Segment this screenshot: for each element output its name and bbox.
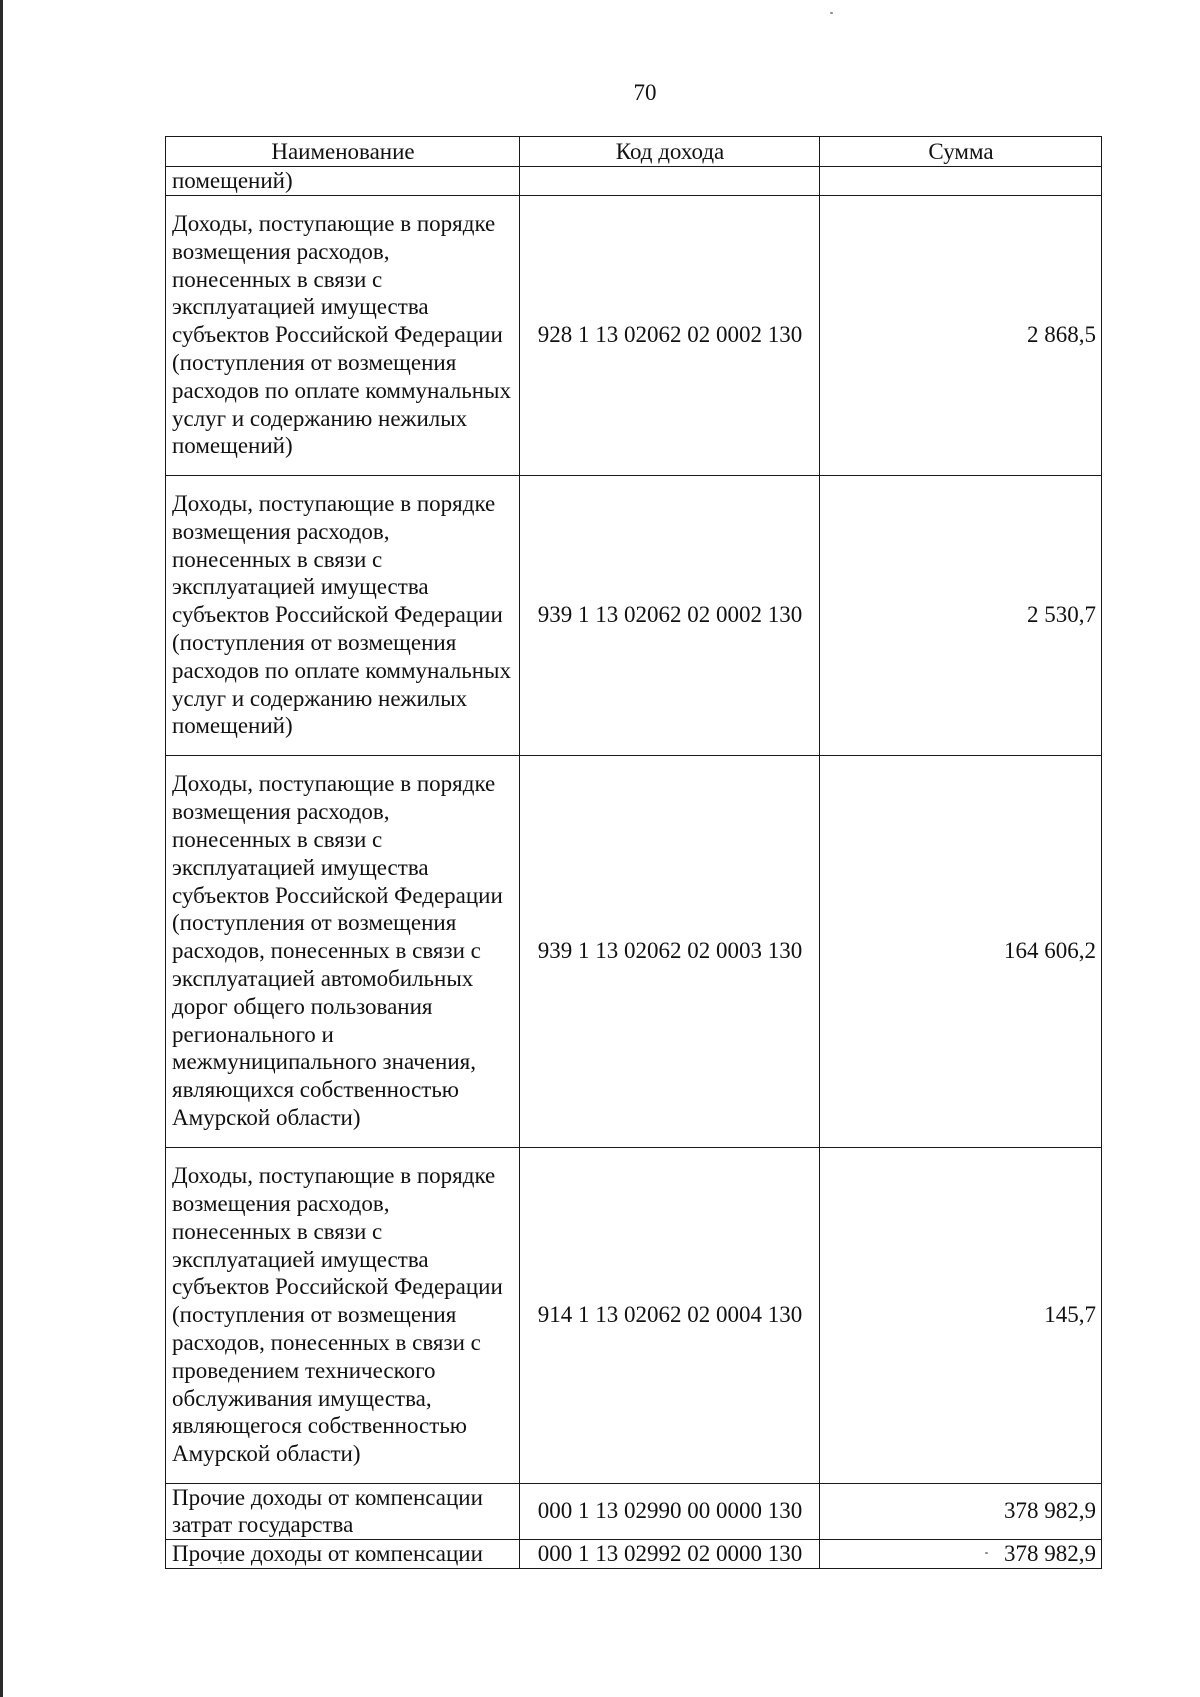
scan-speck bbox=[830, 12, 833, 14]
row-code bbox=[520, 166, 820, 195]
table-row bbox=[166, 1483, 1102, 1540]
revenue-table bbox=[165, 136, 1102, 1569]
row-name: Прочие доходы от компенсации bbox=[166, 1540, 520, 1569]
header-code: Код дохода bbox=[520, 137, 820, 167]
row-sum bbox=[820, 166, 1102, 195]
row-sum: 164 606,2 bbox=[820, 755, 1102, 1147]
row-code: 928 1 13 02062 02 0002 130 bbox=[520, 195, 820, 475]
row-sum: 378 982,9 bbox=[820, 1540, 1102, 1569]
row-name: Доходы, поступающие в порядке возмещения расходов, понесенных в связи с эксплуатацией имущества субъектов Российской Федерации (поступления от возмещения расходов, понесенных в связи с проведением технического обслуживания имущества, являющегося собственностью Амурской области) bbox=[166, 1147, 520, 1483]
row-code: 914 1 13 02062 02 0004 130 bbox=[520, 1147, 820, 1483]
table-row bbox=[166, 475, 1102, 755]
table-row bbox=[166, 195, 1102, 475]
row-code: 939 1 13 02062 02 0003 130 bbox=[520, 755, 820, 1147]
row-code: 939 1 13 02062 02 0002 130 bbox=[520, 475, 820, 755]
row-code: 000 1 13 02990 00 0000 130 bbox=[520, 1483, 820, 1540]
row-name: Прочие доходы от компенсации затрат государства bbox=[166, 1483, 520, 1540]
row-name: Доходы, поступающие в порядке возмещения расходов, понесенных в связи с эксплуатацией имущества субъектов Российской Федерации (поступления от возмещения расходов, понесенных в связи с эксплуатацией автомобильных дорог общего пользования регионального и межмуниципального значения, являющихся собственностью Амурской области) bbox=[166, 755, 520, 1147]
row-code: 000 1 13 02992 02 0000 130 bbox=[520, 1540, 820, 1569]
table-row bbox=[166, 1147, 1102, 1483]
header-sum: Сумма bbox=[820, 137, 1102, 167]
row-name: Доходы, поступающие в порядке возмещения расходов, понесенных в связи с эксплуатацией имущества субъектов Российской Федерации (поступления от возмещения расходов по оплате коммунальных услуг и содержанию нежилых помещений) bbox=[166, 475, 520, 755]
table-row bbox=[166, 755, 1102, 1147]
table-row bbox=[166, 1540, 1102, 1569]
table-row bbox=[166, 166, 1102, 195]
header-name: Наименование bbox=[166, 137, 520, 167]
row-sum: 378 982,9 bbox=[820, 1483, 1102, 1540]
row-name: Доходы, поступающие в порядке возмещения расходов, понесенных в связи с эксплуатацией имущества субъектов Российской Федерации (поступления от возмещения расходов по оплате коммунальных услуг и содержанию нежилых помещений) bbox=[166, 195, 520, 475]
page-number: 70 bbox=[633, 80, 657, 105]
row-name: помещений) bbox=[166, 166, 520, 195]
row-sum: 2 868,5 bbox=[820, 195, 1102, 475]
row-sum: 145,7 bbox=[820, 1147, 1102, 1483]
row-sum: 2 530,7 bbox=[820, 475, 1102, 755]
table-header-row bbox=[166, 137, 1102, 167]
scan-left-edge bbox=[0, 0, 3, 1697]
